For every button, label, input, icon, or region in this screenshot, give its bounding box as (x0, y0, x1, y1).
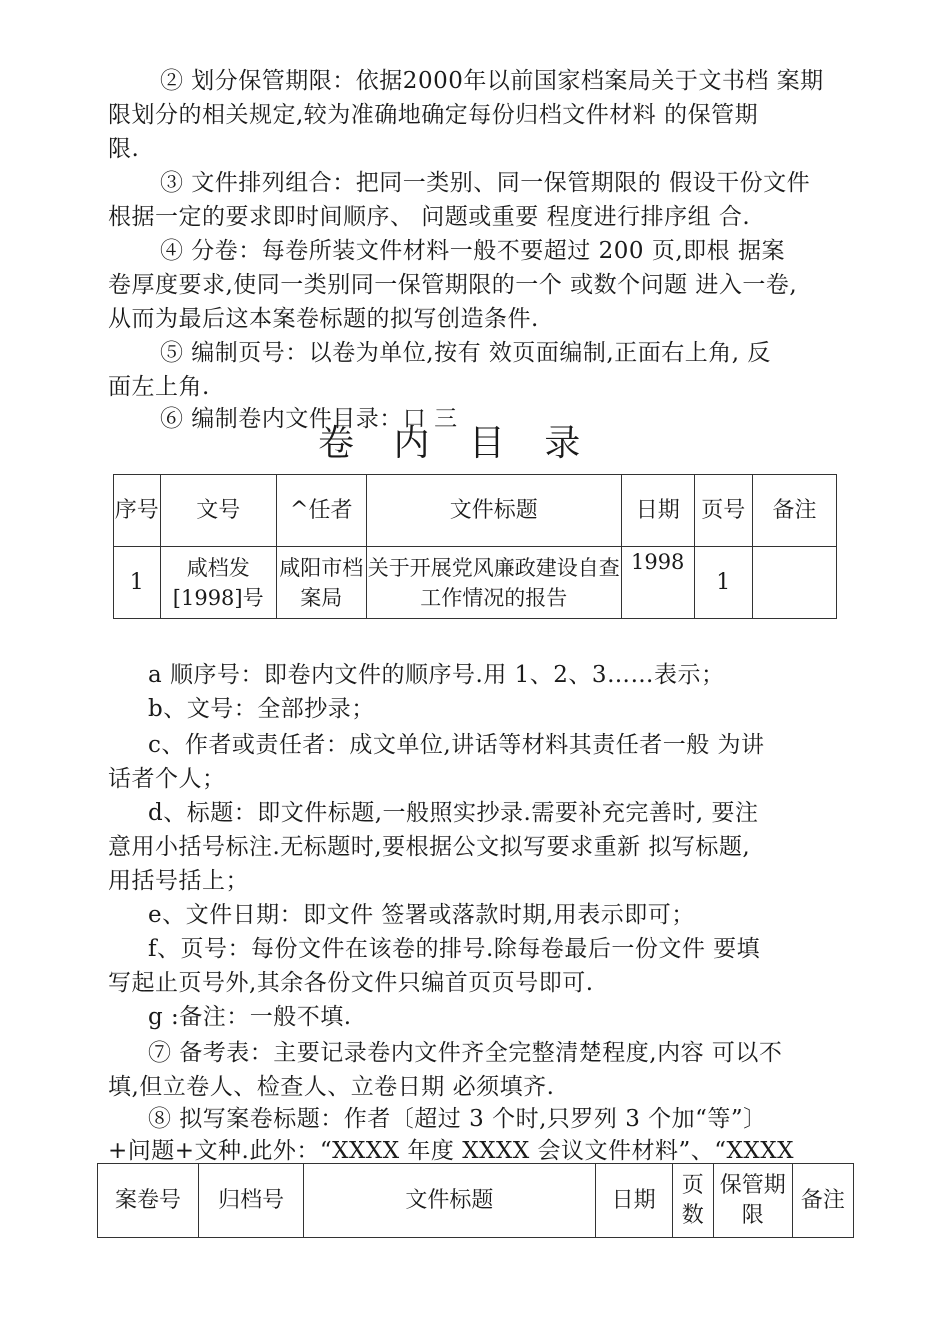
header-volume-no: 案卷号 (98, 1164, 199, 1238)
paragraph-retention-2: 限划分的相关规定,较为准确地确定每份归档文件材料 的保管期 (108, 102, 759, 128)
file-table (97, 1163, 854, 1238)
note-e: e、文件日期：即文件 签署或落款时期,用表示即可； (148, 902, 695, 928)
paragraph-catalog-intro: ⑥ 编制卷内文件目录：口 三 (160, 406, 458, 432)
paragraph-arrange-1: ③ 文件排列组合：把同一类别、同一保管期限的 假设干份文件 (160, 170, 811, 196)
catalog-title: 卷 内 目 录 (318, 423, 595, 464)
cell-page: 1 (694, 547, 752, 619)
header-file-date: 日期 (595, 1164, 672, 1238)
paragraph-reference-2: 填,但立卷人、检查人、立卷日期 必须填齐. (108, 1074, 555, 1100)
paragraph-reference-1: ⑦ 备考表：主要记录卷内文件齐全完整清楚程度,内容 可以不 (148, 1040, 783, 1066)
paragraph-pagination-1: ⑤ 编制页号：以卷为单位,按有 效页面编制,正面右上角, 反 (160, 340, 771, 366)
note-b: b、文号：全部抄录； (148, 696, 375, 722)
catalog-table (113, 474, 837, 619)
header-note: 备注 (752, 475, 836, 547)
header-file-title: 文件标题 (304, 1164, 595, 1238)
cell-doc-title: 关于开展党风廉政建设自查工作情况的报告 (366, 547, 621, 619)
paragraph-arrange-2: 根据一定的要求即时间顺序、 问题或重要 程度进行排序组 合. (108, 204, 751, 230)
header-archive-no: 归档号 (199, 1164, 304, 1238)
cell-note (752, 547, 836, 619)
paragraph-retention-1: ② 划分保管期限：依据2000年以前国家档案局关于文书档 案期 (160, 68, 824, 94)
note-f-2: 写起止页号外,其余各份文件只编首页页号即可. (108, 970, 594, 996)
note-d-3: 用括号括上； (108, 868, 249, 894)
note-g: g :备注：一般不填. (148, 1004, 352, 1030)
header-author: ^任者 (276, 475, 366, 547)
paragraph-volume-3: 从而为最后这本案卷标题的拟写创造条件. (108, 306, 539, 332)
note-c-2: 话者个人； (108, 766, 226, 792)
header-retention: 保管期限 (713, 1164, 792, 1238)
paragraph-retention-3: 限. (108, 136, 140, 162)
header-page: 页号 (694, 475, 752, 547)
cell-doc-no: 咸档发 [1998]号 (160, 547, 276, 619)
cell-seq: 1 (114, 547, 161, 619)
note-d-2: 意用小括号标注.无标题时,要根据公文拟写要求重新 拟写标题, (108, 834, 751, 860)
catalog-header-row (114, 475, 837, 547)
table-row (114, 547, 837, 619)
paragraph-pagination-2: 面左上角. (108, 374, 210, 400)
header-doc-title: 文件标题 (366, 475, 621, 547)
header-page-count: 页数 (672, 1164, 713, 1238)
cell-date: 1998 (621, 547, 694, 619)
file-table-header-row (98, 1164, 854, 1238)
paragraph-volume-2: 卷厚度要求,使同一类别同一保管期限的一个 或数个问题 进入一卷, (108, 272, 798, 298)
note-f-1: f、页号：每份文件在该卷的排号.除每卷最后一份文件 要填 (148, 936, 761, 962)
header-seq: 序号 (114, 475, 161, 547)
paragraph-title-2: +问题+文种.此外：“XXXX 年度 XXXX 会议文件材料”、“XXXX (108, 1138, 795, 1164)
cell-author: 咸阳市档案局 (276, 547, 366, 619)
paragraph-title-1: ⑧ 拟写案卷标题：作者〔超过 3 个时,只罗列 3 个加“等”〕 (148, 1106, 767, 1132)
header-doc-no: 文号 (160, 475, 276, 547)
note-a: a 顺序号：即卷内文件的顺序号.用 1、2、3……表示； (148, 662, 725, 688)
note-d-1: d、标题：即文件标题,一般照实抄录.需要补充完善时, 要注 (148, 800, 759, 826)
header-date: 日期 (621, 475, 694, 547)
header-remark: 备注 (792, 1164, 853, 1238)
paragraph-volume-1: ④ 分卷：每卷所装文件材料一般不要超过 200 页,即根 据案 (160, 238, 785, 264)
note-c-1: c、作者或责任者：成文单位,讲话等材料其责任者一般 为讲 (148, 732, 765, 758)
